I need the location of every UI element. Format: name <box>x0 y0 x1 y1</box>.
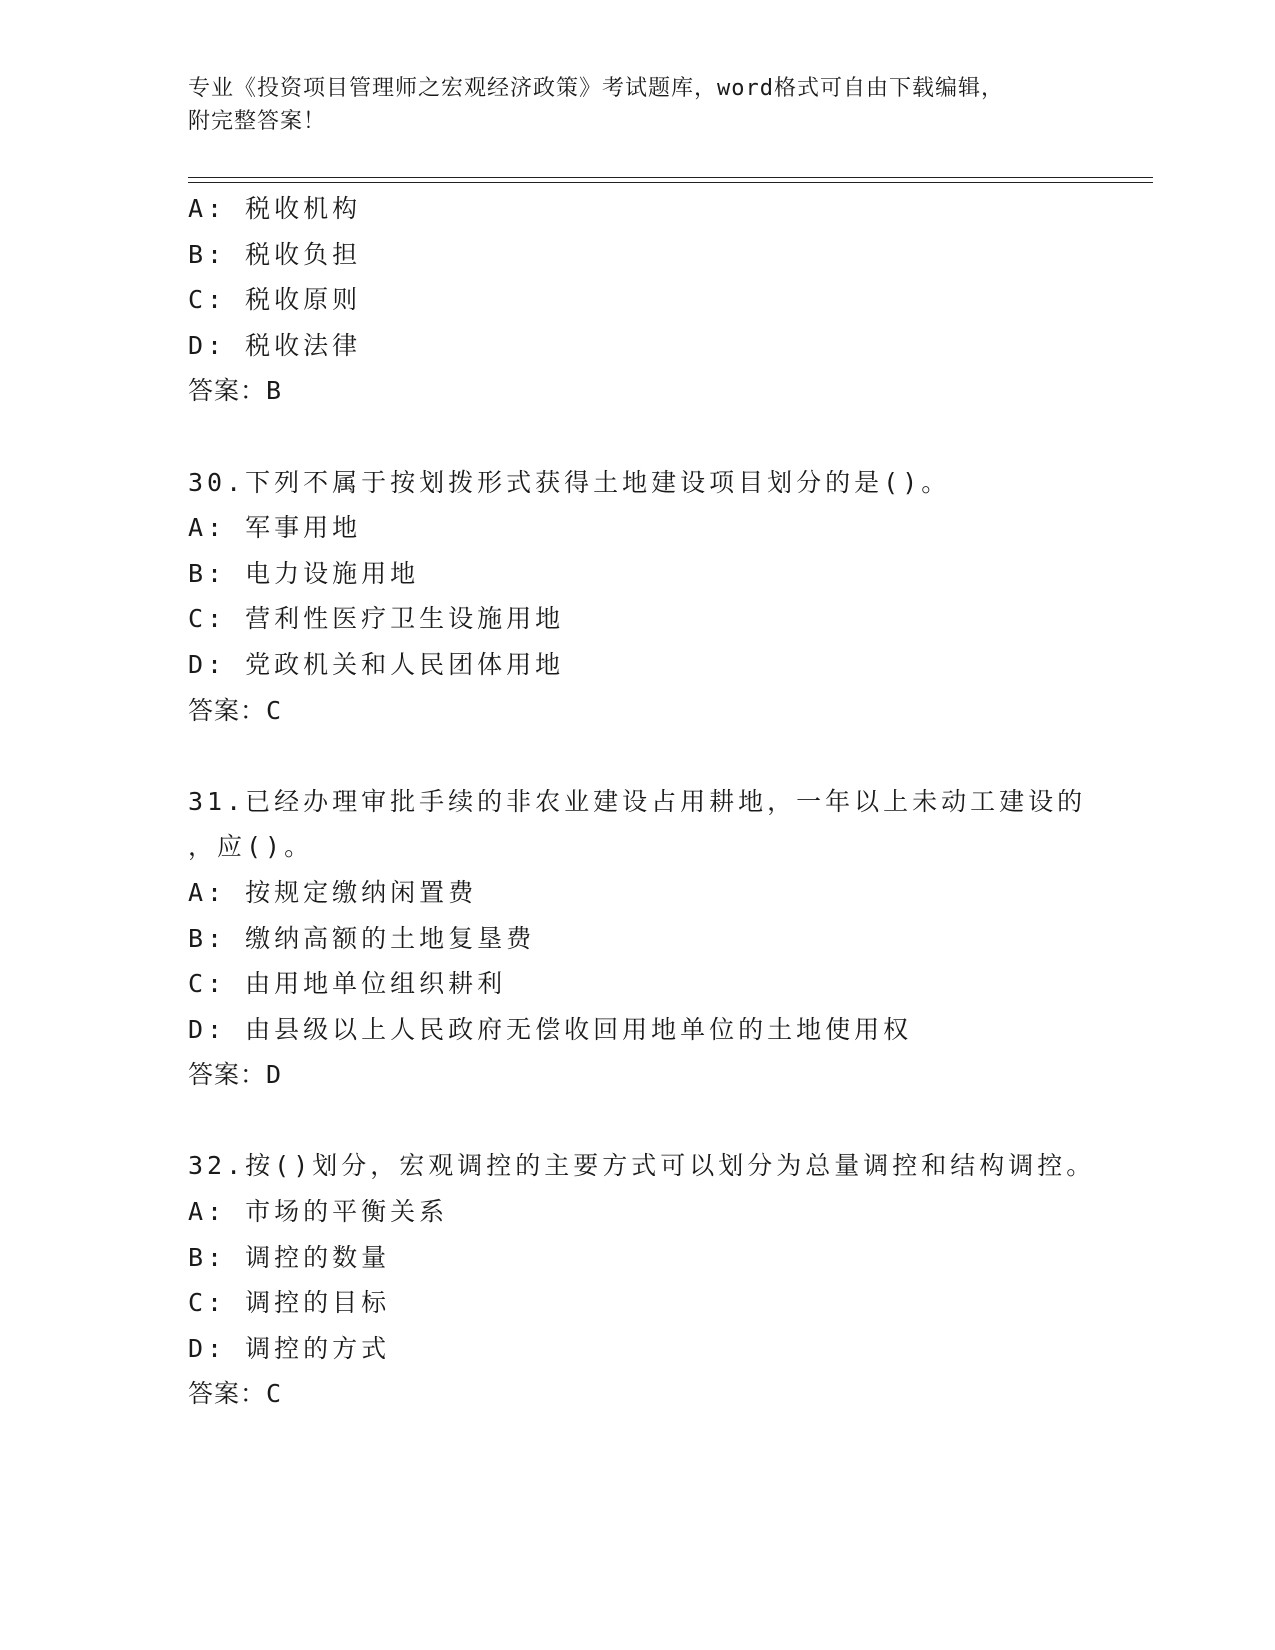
question-text: 32.按()划分，宏观调控的主要方式可以划分为总量调控和结构调控。 <box>188 1151 1096 1181</box>
option-a: A: 军事用地 <box>188 513 362 543</box>
option-d: D: 调控的方式 <box>188 1333 391 1363</box>
option-c: C: 调控的目标 <box>188 1288 391 1318</box>
answer-line: 答案：C <box>188 695 283 725</box>
option-c: C: 税收原则 <box>188 285 362 315</box>
option-b: B: 调控的数量 <box>188 1242 391 1272</box>
option-b: B: 缴纳高额的土地复垦费 <box>188 923 536 953</box>
answer-line: 答案：D <box>188 1060 283 1090</box>
question-text-continued: ，应()。 <box>188 832 314 862</box>
question-text: 31.已经办理审批手续的非农业建设占用耕地，一年以上未动工建设的 <box>188 786 1087 816</box>
header-divider-top <box>188 177 1153 178</box>
option-d: D: 由县级以上人民政府无偿收回用地单位的土地使用权 <box>188 1014 913 1044</box>
header-line-2: 附完整答案！ <box>188 109 327 134</box>
option-d: D: 党政机关和人民团体用地 <box>188 649 565 679</box>
question-block-30 <box>188 460 1088 734</box>
spacer <box>188 1098 1088 1144</box>
question-block-32 <box>188 1143 1096 1417</box>
option-b: B: 电力设施用地 <box>188 558 420 588</box>
document-header <box>188 72 1068 138</box>
question-list <box>188 186 1096 1417</box>
option-a: A: 按规定缴纳闲置费 <box>188 877 478 907</box>
answer-line: 答案：C <box>188 1379 283 1409</box>
option-a: A: 市场的平衡关系 <box>188 1197 449 1227</box>
option-d: D: 税收法律 <box>188 330 362 360</box>
spacer <box>188 733 1088 779</box>
question-block-31 <box>188 779 1088 1098</box>
question-text: 30.下列不属于按划拨形式获得土地建设项目划分的是()。 <box>188 467 951 497</box>
option-c: C: 营利性医疗卫生设施用地 <box>188 604 565 634</box>
answer-line: 答案：B <box>188 376 283 406</box>
option-a: A: 税收机构 <box>188 194 362 223</box>
option-c: C: 由用地单位组织耕利 <box>188 969 507 999</box>
header-line-1: 专业《投资项目管理师之宏观经济政策》考试题库，word格式可自由下载编辑， <box>188 76 1004 101</box>
header-divider-bottom <box>188 182 1153 183</box>
spacer <box>188 414 1088 460</box>
question-block-29 <box>188 186 1088 414</box>
option-b: B: 税收负担 <box>188 239 362 269</box>
